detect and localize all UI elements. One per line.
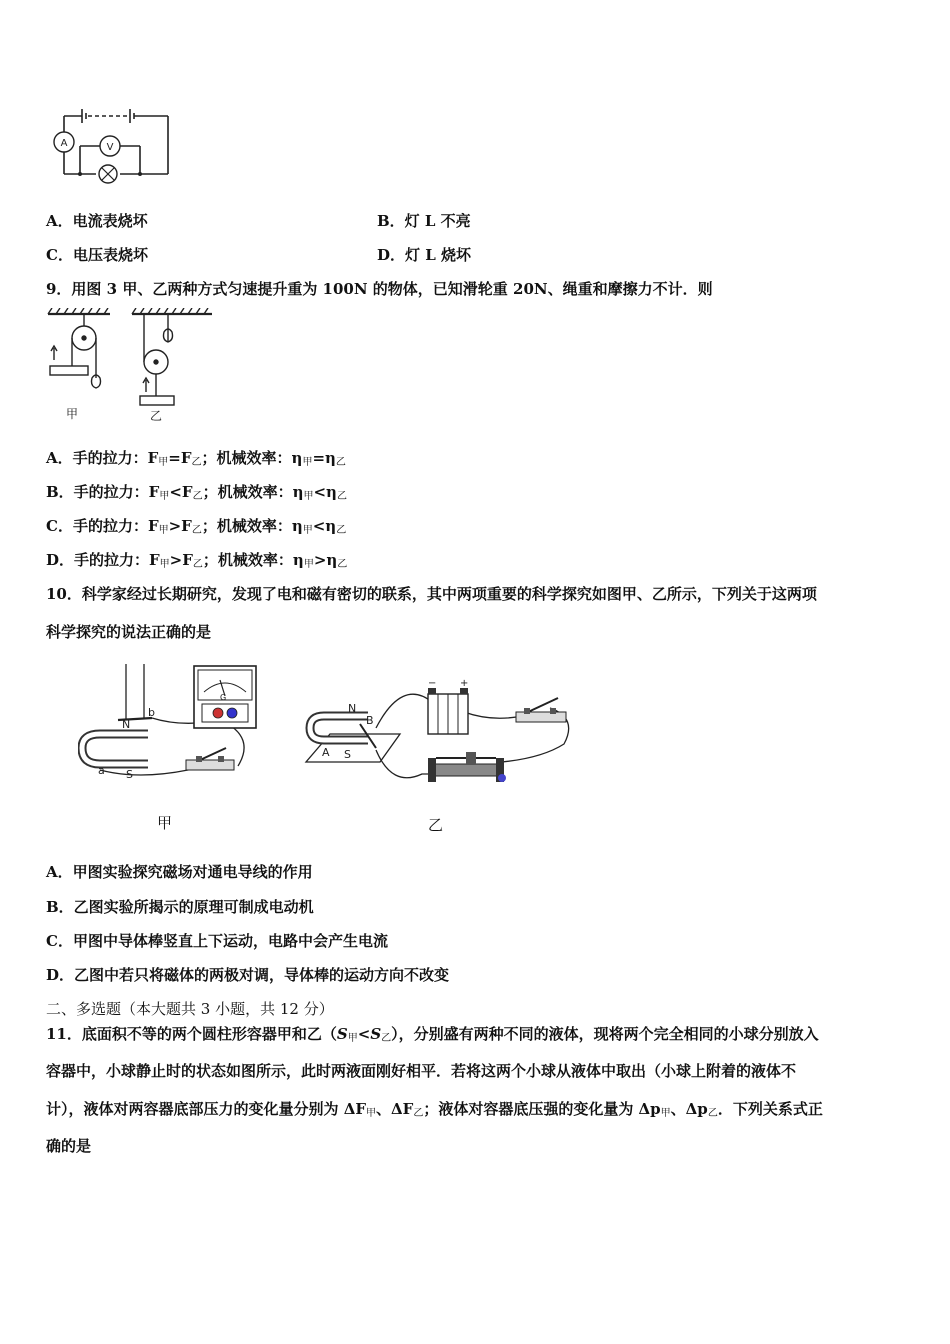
q9b-mid1: <F (169, 483, 193, 501)
yi-label-a: A (322, 746, 330, 759)
q9b-sub1: 甲 (159, 491, 170, 502)
galvanometer-label: G (220, 693, 227, 702)
yi-label-s: S (344, 748, 351, 761)
circuit-diagram (48, 104, 176, 184)
q11-l3-mid3: 、Δp (670, 1100, 708, 1118)
q10-option-d[interactable]: D．乙图中若只将磁体的两极对调，导体棒的运动方向不改变 (46, 966, 450, 984)
galvanometer-icon (194, 666, 256, 728)
q9c-mid1: >F (168, 517, 192, 535)
q11-l3-mid2: ；液体对容器底压强的变化量为 Δp (423, 1100, 661, 1118)
q9b-mid3: <η (313, 483, 337, 501)
voltmeter-label: V (106, 142, 114, 153)
q9c-sub3: 甲 (302, 525, 313, 536)
q11-line3 (46, 1099, 823, 1124)
q9d-sub1: 甲 (159, 559, 170, 570)
q9-option-d[interactable] (46, 550, 347, 575)
q9-option-a[interactable] (46, 448, 346, 473)
jia-label-a: a (98, 764, 105, 777)
q11-line2: 容器中，小球静止时的状态如图所示，此时两液面刚好相平．若将这两个小球从液体中取出（小球上附着的液体不 (46, 1062, 797, 1080)
q11-l3-pre: 计），液体对两容器底部压力的变化量分别为 ΔF (46, 1100, 367, 1118)
q9b-sub2: 乙 (192, 491, 203, 502)
q9a-sub4: 乙 (335, 457, 346, 468)
q9b-mid2: ；机械效率：η (202, 483, 304, 501)
q11-l1-sub1: 甲 (347, 1033, 358, 1044)
q9d-mid1: >F (169, 551, 193, 569)
lamp-icon (99, 165, 117, 183)
q11-l3-post: ．下列关系式正 (717, 1100, 823, 1118)
q9b-sub4: 乙 (336, 491, 347, 502)
q9d-sub4: 乙 (337, 559, 348, 570)
q9c-sub4: 乙 (336, 525, 347, 536)
rheostat-icon (428, 752, 506, 782)
q11-l1-pre: 11．底面积不等的两个圆柱形容器甲和乙（ (46, 1025, 337, 1043)
q11-l3-sub1: 甲 (366, 1108, 377, 1119)
q10-stem-line2: 科学探究的说法正确的是 (46, 623, 212, 641)
battery-icon (428, 678, 468, 734)
q11-l3-mid1: 、ΔF (376, 1100, 414, 1118)
section-heading: 二、多选题（本大题共 3 小题，共 12 分） (46, 1000, 334, 1018)
yi-label-n: N (348, 702, 357, 715)
ammeter-label: A (60, 138, 68, 149)
experiment-yi-diagram (302, 678, 578, 790)
q9-stem: 9．用图 3 甲、乙两种方式匀速提升重为 100N 的物体，已知滑轮重 20N、绳重和摩擦力不计．则 (46, 280, 713, 298)
q11-l1-sub2: 乙 (381, 1033, 392, 1044)
q9d-sub2: 乙 (192, 559, 203, 570)
q9c-mid3: <η (312, 517, 337, 535)
q9a-mid1: =F (168, 449, 192, 467)
yi-label-b: B (366, 714, 374, 727)
experiment-jia-diagram (78, 660, 266, 780)
q10-option-a[interactable]: A．甲图实验探究磁场对通电导线的作用 (46, 863, 313, 881)
q10-option-b[interactable]: B．乙图实验所揭示的原理可制成电动机 (46, 898, 314, 916)
q8-option-a[interactable]: A．电流表烧坏 (46, 212, 148, 230)
q9a-mid3: =η (312, 449, 336, 467)
q8-option-b[interactable]: B．灯 L 不亮 (377, 212, 471, 230)
q9-option-b[interactable] (46, 482, 347, 507)
q11-l3-sub2: 乙 (413, 1108, 424, 1119)
pulley-diagram (44, 308, 214, 424)
q10-stem-line1: 10．科学家经过长期研究，发现了电和磁有密切的联系，其中两项重要的科学探究如图甲、乙所示，下列关于这两项 (46, 585, 817, 603)
q9c-mid2: ；机械效率：η (201, 517, 303, 535)
figure-caption-yi: 乙 (428, 816, 444, 834)
battery-plus: + (460, 678, 469, 689)
q9c-sub1: 甲 (158, 525, 169, 536)
pulley-label-yi: 乙 (150, 409, 163, 423)
q10-option-c[interactable]: C．甲图中导体棒竖直上下运动，电路中会产生电流 (46, 932, 388, 950)
jia-label-b: b (148, 706, 155, 719)
q11-l1-s: S (336, 1025, 348, 1043)
figure-caption-jia: 甲 (157, 814, 173, 832)
q11-line4: 确的是 (46, 1137, 92, 1155)
pulley-label-jia: 甲 (66, 407, 79, 421)
q9a-sub1: 甲 (158, 457, 169, 468)
q9a-mid2: ；机械效率：η (201, 449, 303, 467)
q9a-sub2: 乙 (191, 457, 202, 468)
switch-icon (186, 748, 234, 770)
q8-option-d[interactable]: D．灯 L 烧坏 (377, 246, 471, 264)
q9a-pre: A．手的拉力：F (46, 449, 159, 467)
q9-option-c[interactable] (46, 516, 346, 541)
q9c-pre: C．手的拉力：F (46, 517, 159, 535)
q9d-sub3: 甲 (303, 559, 314, 570)
q9d-pre: D．手的拉力：F (46, 551, 160, 569)
horseshoe-magnet-icon (82, 734, 148, 764)
horseshoe-magnet-yi-icon (310, 716, 368, 740)
q9b-pre: B．手的拉力：F (46, 483, 160, 501)
q11-l3-sub3: 甲 (660, 1108, 671, 1119)
q8-option-c[interactable]: C．电压表烧坏 (46, 246, 148, 264)
q9b-sub3: 甲 (303, 491, 314, 502)
q11-l1-lt: < (357, 1025, 371, 1043)
q11-line1 (46, 1024, 819, 1049)
q9d-mid3: >η (313, 551, 338, 569)
q11-l1-s2: S (370, 1025, 382, 1043)
fixed-pulley-icon (48, 308, 110, 388)
q9d-mid2: ；机械效率：η (202, 551, 304, 569)
jia-label-n: N (122, 718, 131, 731)
q9a-sub3: 甲 (302, 457, 313, 468)
battery-minus: − (428, 678, 437, 689)
q11-l1-post: ），分别盛有两种不同的液体，现将两个完全相同的小球分别放入 (391, 1025, 819, 1043)
switch-yi-icon (516, 698, 566, 722)
q11-l3-sub4: 乙 (707, 1108, 718, 1119)
movable-pulley-icon (132, 308, 212, 405)
jia-label-s: S (126, 768, 133, 780)
q9c-sub2: 乙 (191, 525, 202, 536)
